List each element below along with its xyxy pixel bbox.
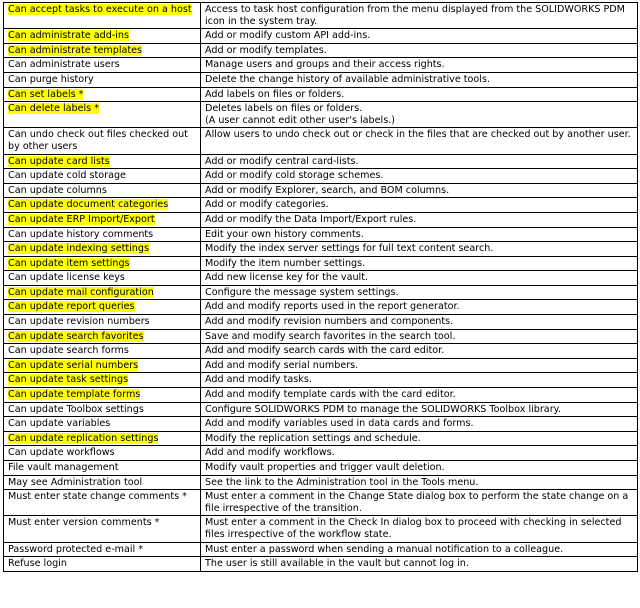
table-row xyxy=(4,344,638,359)
table-row xyxy=(4,72,638,87)
permission-cell xyxy=(4,373,201,388)
permission-name: Can update ERP Import/Export xyxy=(8,213,155,225)
table-row xyxy=(4,242,638,257)
permission-name: Can update report queries xyxy=(8,301,135,313)
table-row xyxy=(4,373,638,388)
permission-cell xyxy=(4,242,201,257)
permission-cell xyxy=(4,461,201,476)
table-row xyxy=(4,58,638,73)
table-row xyxy=(4,490,638,516)
permission-description: Add and modify workflows. xyxy=(201,446,638,461)
table-row xyxy=(4,516,638,542)
permissions-table-body xyxy=(4,3,638,572)
permission-description: Modify the replication settings and schedule. xyxy=(201,431,638,446)
permission-description: Add or modify templates. xyxy=(201,43,638,58)
permission-name: Can update mail configuration xyxy=(8,286,154,298)
permission-name: Can delete labels * xyxy=(8,103,100,115)
permission-description: Modify the index server settings for full text content search. xyxy=(201,242,638,257)
permission-name: Can update serial numbers xyxy=(8,359,139,371)
permission-description: Add or modify categories. xyxy=(201,198,638,213)
permission-description: Add and modify revision numbers and components. xyxy=(201,315,638,330)
permission-cell xyxy=(4,87,201,102)
permission-name: Can update indexing settings xyxy=(8,243,149,255)
permission-cell xyxy=(4,58,201,73)
table-row xyxy=(4,256,638,271)
permission-cell xyxy=(4,154,201,169)
permission-name: Refuse login xyxy=(8,558,67,570)
permission-name: Can purge history xyxy=(8,73,94,85)
permission-name: Can update item settings xyxy=(8,257,130,269)
table-row xyxy=(4,43,638,58)
permission-name: Can update search forms xyxy=(8,345,129,357)
table-row xyxy=(4,154,638,169)
permission-description: Must enter a comment in the Check In dialog box to proceed with checking in selected files irrespective of the workflow state. xyxy=(201,516,638,542)
permission-cell xyxy=(4,417,201,432)
permission-description: Add or modify custom API add-ins. xyxy=(201,29,638,44)
permission-description: Add or modify cold storage schemes. xyxy=(201,169,638,184)
permission-cell xyxy=(4,542,201,557)
permission-name: Must enter state change comments * xyxy=(8,491,187,503)
permission-description: Add and modify template cards with the card editor. xyxy=(201,388,638,403)
permission-cell xyxy=(4,72,201,87)
permission-name: Must enter version comments * xyxy=(8,517,160,529)
permission-description: Modify vault properties and trigger vault deletion. xyxy=(201,461,638,476)
permission-cell xyxy=(4,183,201,198)
permission-name: Password protected e-mail * xyxy=(8,543,144,555)
table-row xyxy=(4,271,638,286)
permission-cell xyxy=(4,169,201,184)
permission-cell xyxy=(4,557,201,572)
permission-description: The user is still available in the vault but cannot log in. xyxy=(201,557,638,572)
permission-description: Must enter a comment in the Change State dialog box to perform the state change on a file irrespective of the transition. xyxy=(201,490,638,516)
table-row xyxy=(4,358,638,373)
permission-cell xyxy=(4,516,201,542)
permissions-table xyxy=(3,2,638,572)
permission-name: Can accept tasks to execute on a host xyxy=(8,4,192,15)
permission-description: Add labels on files or folders. xyxy=(201,87,638,102)
permission-name: File vault management xyxy=(8,462,119,473)
permission-cell xyxy=(4,490,201,516)
permission-cell xyxy=(4,3,201,29)
permission-cell xyxy=(4,402,201,417)
permission-description: Save and modify search favorites in the search tool. xyxy=(201,329,638,344)
table-row xyxy=(4,475,638,490)
permission-description: Add and modify tasks. xyxy=(201,373,638,388)
permission-name: Can update task settings xyxy=(8,374,129,386)
permission-name: Can update revision numbers xyxy=(8,316,150,328)
permission-description: Add and modify variables used in data cards and forms. xyxy=(201,417,638,432)
permission-description: Edit your own history comments. xyxy=(201,227,638,242)
table-row xyxy=(4,183,638,198)
table-row xyxy=(4,557,638,572)
permission-name: Can update variables xyxy=(8,418,111,430)
table-row xyxy=(4,329,638,344)
permission-cell xyxy=(4,271,201,286)
permission-description: Configure SOLIDWORKS PDM to manage the SOLIDWORKS Toolbox library. xyxy=(201,402,638,417)
permission-cell xyxy=(4,227,201,242)
permission-description: Add or modify Explorer, search, and BOM columns. xyxy=(201,183,638,198)
permission-name: Can undo check out files checked out by other users xyxy=(8,129,188,152)
permission-description: Delete the change history of available administrative tools. xyxy=(201,72,638,87)
permission-name: Can update Toolbox settings xyxy=(8,403,144,415)
table-row xyxy=(4,285,638,300)
permission-cell xyxy=(4,43,201,58)
table-row xyxy=(4,102,638,128)
table-row xyxy=(4,461,638,476)
table-row xyxy=(4,446,638,461)
permission-description: Manage users and groups and their access rights. xyxy=(201,58,638,73)
permission-name: Can update license keys xyxy=(8,272,125,284)
permission-name: Can update columns xyxy=(8,184,107,196)
permission-description: Deletes labels on files or folders. (A user cannot edit other user's labels.) xyxy=(201,102,638,128)
permission-description: Configure the message system settings. xyxy=(201,285,638,300)
permission-cell xyxy=(4,300,201,315)
permission-cell xyxy=(4,344,201,359)
permission-description: Add and modify reports used in the report generator. xyxy=(201,300,638,315)
table-row xyxy=(4,169,638,184)
permission-name: Can administrate templates xyxy=(8,44,143,56)
permission-cell xyxy=(4,315,201,330)
table-row xyxy=(4,227,638,242)
permission-name: May see Administration tool xyxy=(8,476,143,488)
permission-description: Add and modify serial numbers. xyxy=(201,358,638,373)
permission-cell xyxy=(4,431,201,446)
permission-description: Add and modify search cards with the card editor. xyxy=(201,344,638,359)
table-row xyxy=(4,87,638,102)
permission-name: Can update history comments xyxy=(8,228,154,240)
permission-name: Can set labels * xyxy=(8,88,84,100)
permission-description: See the link to the Administration tool in the Tools menu. xyxy=(201,475,638,490)
permission-cell xyxy=(4,446,201,461)
permission-description: Access to task host configuration from the menu displayed from the SOLIDWORKS PDM icon in the system tray. xyxy=(201,3,638,29)
permission-name: Can administrate users xyxy=(8,59,120,71)
permission-name: Can update template forms xyxy=(8,389,141,401)
permission-description: Add new license key for the vault. xyxy=(201,271,638,286)
table-row xyxy=(4,300,638,315)
table-row xyxy=(4,402,638,417)
permission-cell xyxy=(4,212,201,227)
permission-cell xyxy=(4,329,201,344)
permission-cell xyxy=(4,358,201,373)
permission-name: Can update workflows xyxy=(8,447,115,459)
permission-name: Can update cold storage xyxy=(8,170,126,182)
permission-cell xyxy=(4,198,201,213)
table-row xyxy=(4,198,638,213)
permission-description: Add or modify central card-lists. xyxy=(201,154,638,169)
table-row xyxy=(4,388,638,403)
permission-name: Can update document categories xyxy=(8,199,169,211)
permission-name: Can update search favorites xyxy=(8,330,144,342)
permission-cell xyxy=(4,388,201,403)
permission-description: Modify the item number settings. xyxy=(201,256,638,271)
permission-cell xyxy=(4,128,201,154)
permission-cell xyxy=(4,256,201,271)
table-row xyxy=(4,542,638,557)
permission-description: Must enter a password when sending a manual notification to a colleague. xyxy=(201,542,638,557)
permission-cell xyxy=(4,285,201,300)
permission-cell xyxy=(4,102,201,128)
permission-cell xyxy=(4,29,201,44)
table-row xyxy=(4,128,638,154)
table-row xyxy=(4,3,638,29)
permission-name: Can update card lists xyxy=(8,155,110,167)
permission-name: Can update replication settings xyxy=(8,432,159,444)
table-row xyxy=(4,212,638,227)
permission-description: Allow users to undo check out or check in the files that are checked out by another user. xyxy=(201,128,638,154)
permission-name: Can administrate add-ins xyxy=(8,30,129,42)
table-row xyxy=(4,29,638,44)
table-row xyxy=(4,431,638,446)
permission-cell xyxy=(4,475,201,490)
table-row xyxy=(4,417,638,432)
table-row xyxy=(4,315,638,330)
permission-description: Add or modify the Data Import/Export rules. xyxy=(201,212,638,227)
